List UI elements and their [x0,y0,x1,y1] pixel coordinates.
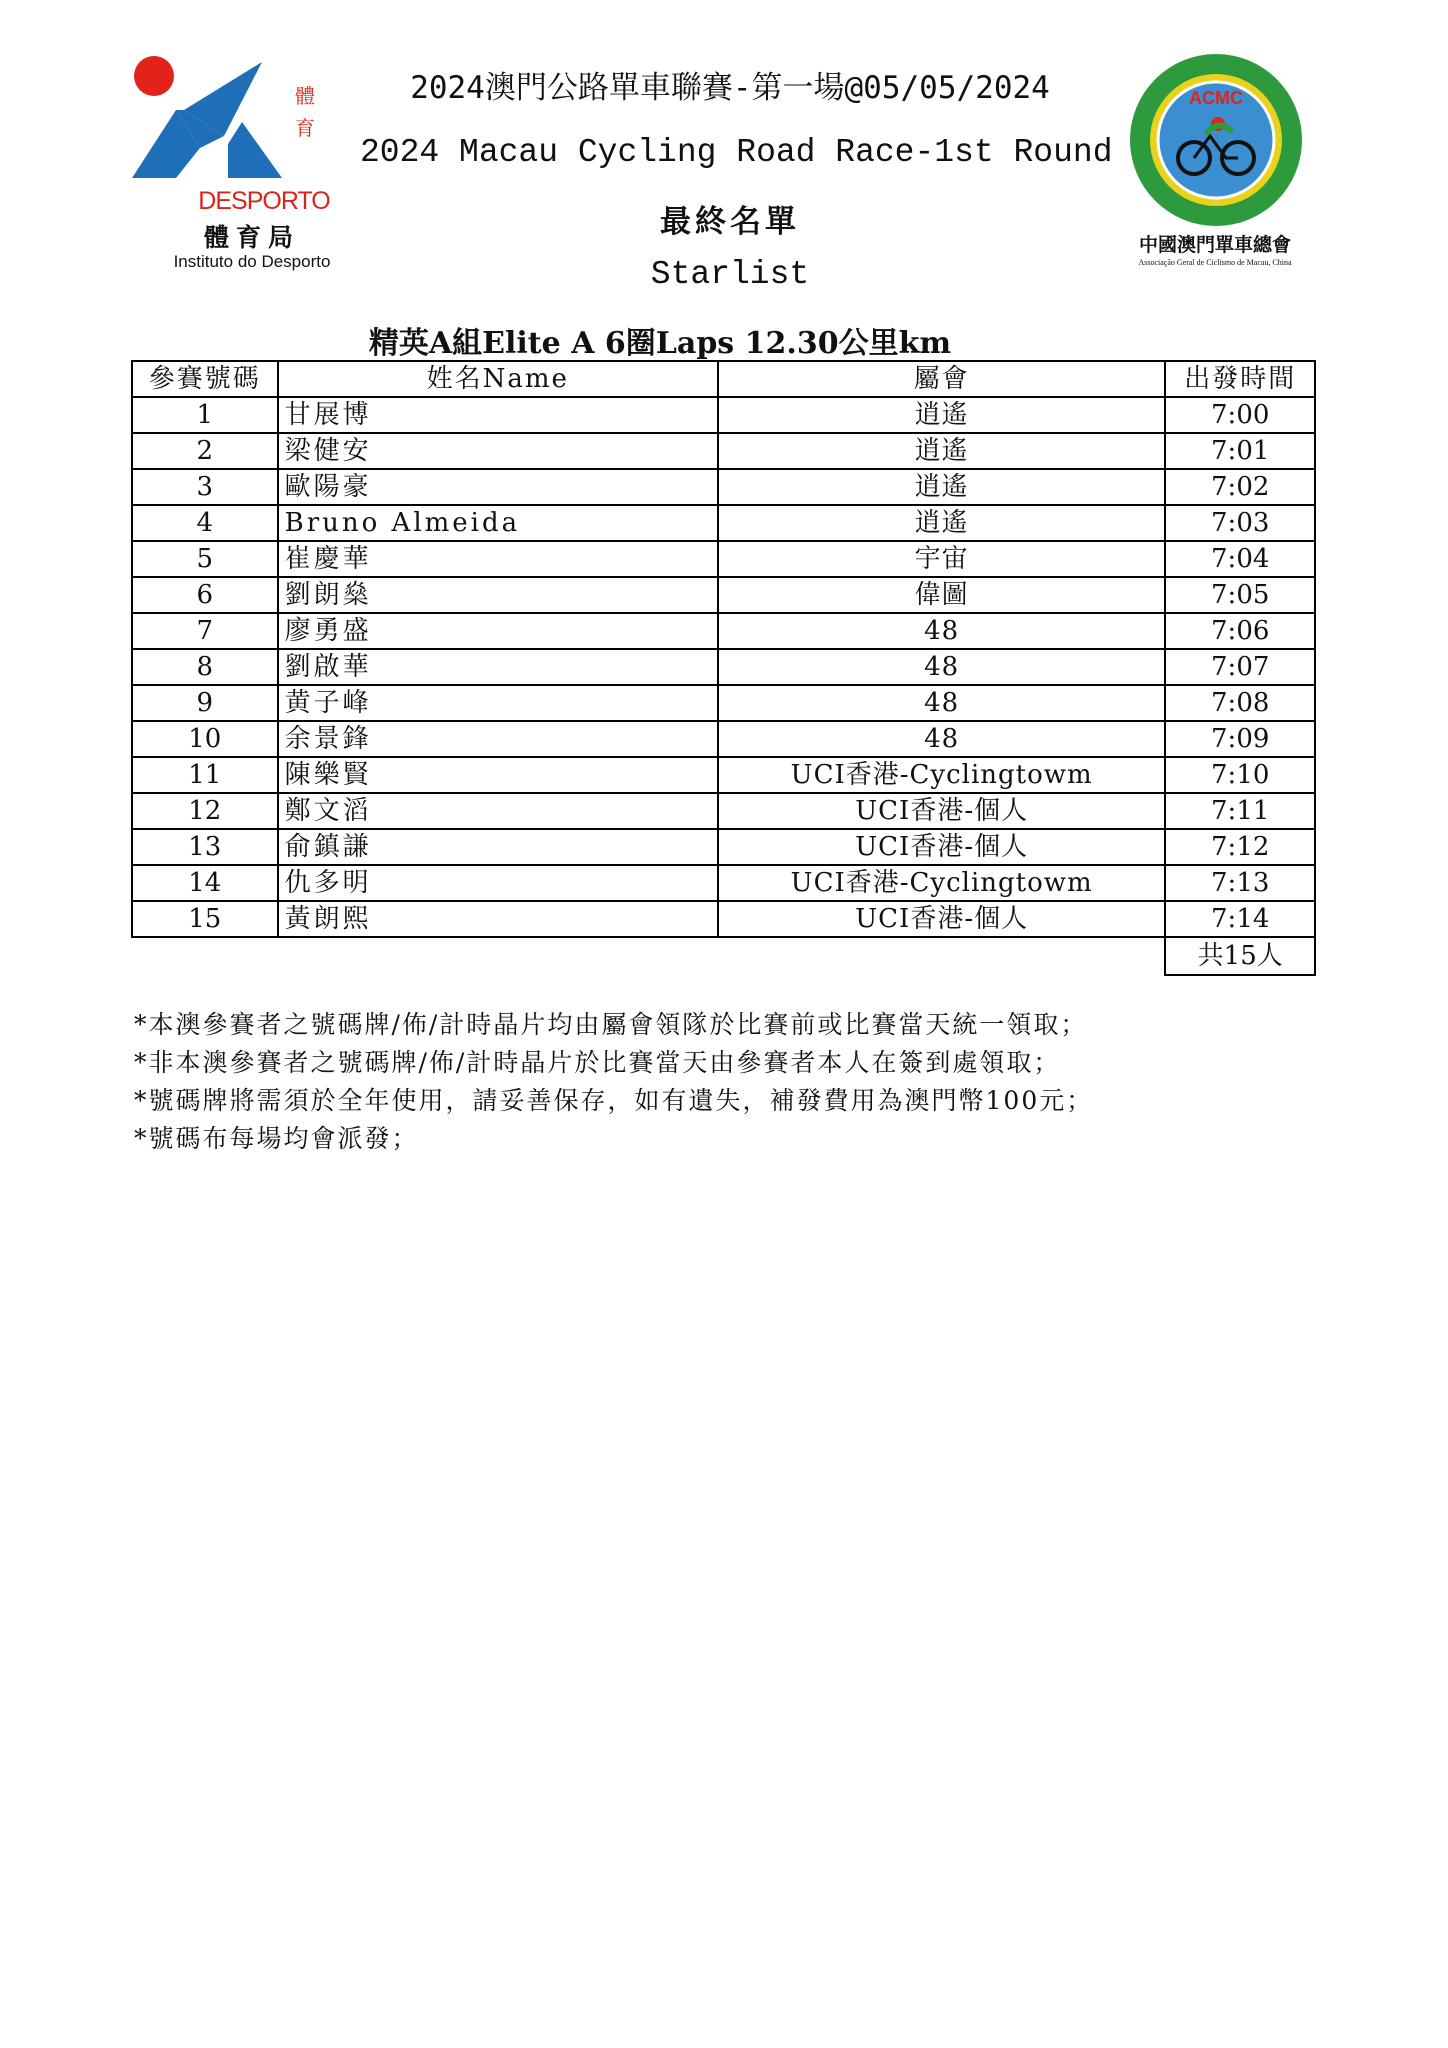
club-cell: 48 [718,721,1165,757]
bib-number-cell: 10 [132,721,278,757]
bib-number-cell: 9 [132,685,278,721]
bib-number-cell: 13 [132,829,278,865]
desporto-brand-text: DESPORTO [198,187,330,215]
acmc-badge-text: ACMC [1189,88,1243,108]
table-row [132,721,1315,757]
title-en: 2024 Macau Cycling Road Race-1st Round [360,134,1113,171]
bib-number-cell: 15 [132,901,278,937]
club-cell: UCI香港-個人 [718,829,1165,865]
start-time-cell: 7:01 [1165,433,1315,469]
start-time-cell: 7:08 [1165,685,1315,721]
table-row [132,613,1315,649]
start-time-cell: 7:02 [1165,469,1315,505]
start-time-cell: 7:05 [1165,577,1315,613]
note-line: *號碼布每場均會派發； [134,1124,419,1153]
bib-number-cell: 14 [132,865,278,901]
start-time-cell: 7:10 [1165,757,1315,793]
table-row [132,793,1315,829]
rider-name-cell: 仇多明 [278,865,718,901]
desporto-name-zh: 體育局 [203,223,300,252]
club-cell: 逍遙 [718,505,1165,541]
header-club: 屬會 [718,361,1165,397]
total-count-cell: 共15人 [1165,937,1315,975]
table-row [132,865,1315,901]
table-header-row [132,361,1315,397]
acmc-name-pt: Associação Geral de Ciclismo de Macau, China [1138,258,1292,267]
rider-name-cell: 黃朗熙 [278,901,718,937]
list-title-en: Starlist [650,256,810,293]
rider-name-cell: Bruno Almeida [278,505,718,541]
club-cell: 逍遙 [718,433,1165,469]
start-time-cell: 7:11 [1165,793,1315,829]
desporto-name-pt: Instituto do Desporto [173,252,331,271]
blank-cell [718,937,1165,975]
start-time-cell: 7:09 [1165,721,1315,757]
acmc-logo [1120,52,1320,282]
bib-number-cell: 1 [132,397,278,433]
table-row [132,901,1315,937]
desporto-vertical-char-2: 育 [295,116,315,140]
desporto-logo [132,52,342,282]
table-row [132,541,1315,577]
club-cell: 逍遙 [718,469,1165,505]
header-bib-number: 參賽號碼 [132,361,278,397]
rider-name-cell: 劉啟華 [278,649,718,685]
bib-number-cell: 6 [132,577,278,613]
rider-name-cell: 俞鎮謙 [278,829,718,865]
title-zh: 2024澳門公路單車聯賽-第一場@05/05/2024 [410,70,1050,106]
start-time-cell: 7:14 [1165,901,1315,937]
rider-name-cell: 廖勇盛 [278,613,718,649]
start-time-cell: 7:04 [1165,541,1315,577]
table-row [132,505,1315,541]
table-row [132,649,1315,685]
bib-number-cell: 11 [132,757,278,793]
category-title: 精英A組Elite A 6圈Laps 12.30公里km [368,326,952,361]
desporto-vertical-char-1: 體 [295,84,315,108]
blank-cell [278,937,718,975]
note-line: *本澳參賽者之號碼牌/佈/計時晶片均由屬會領隊於比賽前或比賽當天統一領取； [134,1010,1088,1039]
bib-number-cell: 7 [132,613,278,649]
table-row [132,685,1315,721]
rider-name-cell: 陳樂賢 [278,757,718,793]
rider-name-cell: 歐陽豪 [278,469,718,505]
club-cell: UCI香港-個人 [718,793,1165,829]
bib-number-cell: 5 [132,541,278,577]
club-cell: 48 [718,613,1165,649]
club-cell: 逍遙 [718,397,1165,433]
starlist-table [131,360,1316,976]
acmc-badge-icon [1128,52,1304,228]
table-row [132,577,1315,613]
list-title-zh: 最終名單 [660,204,800,240]
bib-number-cell: 3 [132,469,278,505]
club-cell: UCI香港-Cyclingtowm [718,865,1165,901]
club-cell: UCI香港-個人 [718,901,1165,937]
rider-name-cell: 梁健安 [278,433,718,469]
table-row [132,433,1315,469]
club-cell: 48 [718,649,1165,685]
club-cell: UCI香港-Cyclingtowm [718,757,1165,793]
start-time-cell: 7:03 [1165,505,1315,541]
bib-number-cell: 8 [132,649,278,685]
table-row [132,829,1315,865]
start-time-cell: 7:07 [1165,649,1315,685]
notes [134,1006,1314,1158]
table-row [132,757,1315,793]
start-time-cell: 7:06 [1165,613,1315,649]
start-time-cell: 7:12 [1165,829,1315,865]
acmc-name-zh: 中國澳門單車總會 [1138,234,1291,256]
header-start-time: 出發時間 [1165,361,1315,397]
rider-name-cell: 崔慶華 [278,541,718,577]
bib-number-cell: 4 [132,505,278,541]
bib-number-cell: 2 [132,433,278,469]
start-time-cell: 7:00 [1165,397,1315,433]
note-line: *非本澳參賽者之號碼牌/佈/計時晶片於比賽當天由參賽者本人在簽到處領取； [134,1048,1061,1077]
start-time-cell: 7:13 [1165,865,1315,901]
note-line: *號碼牌將需須於全年使用，請妥善保存，如有遺失，補發費用為澳門幣100元； [134,1086,1094,1115]
rider-name-cell: 黄子峰 [278,685,718,721]
table-body [132,397,1315,975]
rider-name-cell: 鄭文滔 [278,793,718,829]
table-row [132,397,1315,433]
club-cell: 偉圖 [718,577,1165,613]
table-row [132,469,1315,505]
club-cell: 宇宙 [718,541,1165,577]
bib-number-cell: 12 [132,793,278,829]
club-cell: 48 [718,685,1165,721]
blank-cell [132,937,278,975]
rider-name-cell: 余景鋒 [278,721,718,757]
rider-name-cell: 劉朗燊 [278,577,718,613]
rider-name-cell: 甘展博 [278,397,718,433]
header-name: 姓名Name [278,361,718,397]
total-row [132,937,1315,975]
